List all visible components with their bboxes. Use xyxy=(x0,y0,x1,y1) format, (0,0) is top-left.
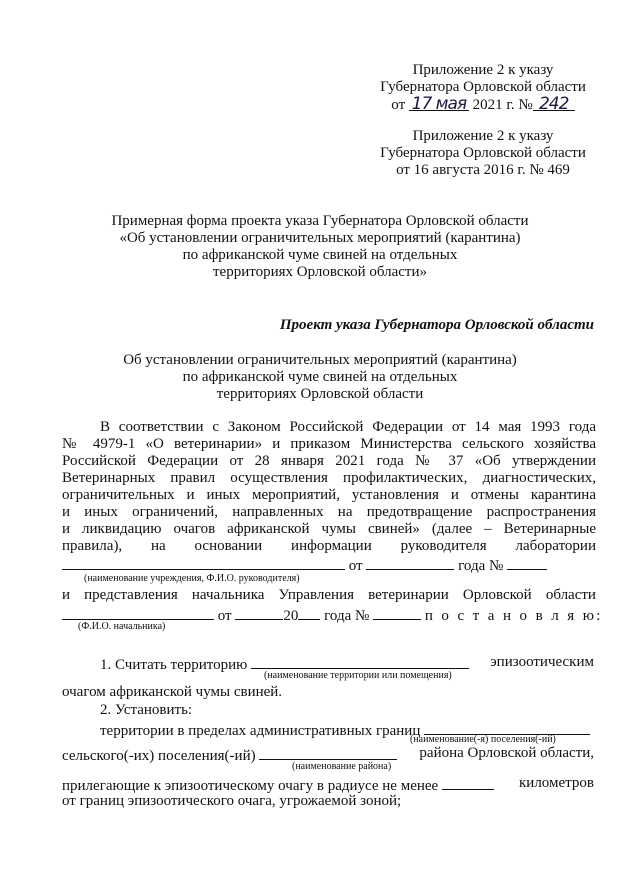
form-title-line: «Об установлении ограничительных мероприятий (карантина) xyxy=(119,230,521,246)
word: Орловской xyxy=(462,587,532,603)
word: Управления xyxy=(278,587,355,603)
caption-settlement: (наименование(-я) поселения(-ий) xyxy=(410,734,556,745)
blank-number xyxy=(373,605,421,620)
word: ветеринарии xyxy=(368,587,449,603)
word: и xyxy=(62,587,71,603)
blank-head-name xyxy=(62,605,214,620)
item2-line2-end: района Орловской области, xyxy=(419,745,594,761)
blank-territory xyxy=(251,654,469,669)
decree-title-line: Об установлении ограничительных мероприятий (карантина) xyxy=(123,352,517,368)
item2-line2-start: сельского(-их) поселения(-ий) xyxy=(62,748,256,764)
word: начальника xyxy=(191,587,265,603)
word: руководителя xyxy=(400,538,487,554)
word: представления xyxy=(84,587,178,603)
blank-district xyxy=(259,745,397,760)
decree-title-line: территориях Орловской области xyxy=(216,386,424,402)
caption-head: (Ф.И.О. начальника) xyxy=(78,621,166,632)
lab-info-line xyxy=(62,555,547,575)
blank-year xyxy=(298,605,320,620)
paragraph-line: В соответствии с Законом Российской Федерации от 14 мая 1993 года xyxy=(100,419,596,435)
paragraph-line: и иных ограничений, направленных на предотвращение распространения xyxy=(62,504,596,520)
year-prefix: 20 xyxy=(283,608,299,624)
project-title: Проект указа Губернатора Орловской области xyxy=(279,317,594,333)
item2-line3-end: километров xyxy=(519,775,594,791)
body-paragraph-1 xyxy=(62,419,596,555)
item2-line3-start: прилегающие к эпизоотическому очагу в радиусе не менее xyxy=(62,778,439,794)
item2-line3 xyxy=(62,775,494,795)
header2-line3: от 16 августа 2016 г. № 469 xyxy=(396,162,570,178)
handwritten-date: 17 мая xyxy=(409,96,469,111)
paragraph-line: и ликвидацию очагов африканской чумы свиней» (далее – Ветеринарные xyxy=(62,521,596,537)
blank-lab-name xyxy=(62,555,345,570)
item2-line1-text: территории в пределах административных границ xyxy=(100,723,421,739)
item1-start: 1. Считать территорию xyxy=(100,657,248,673)
item1-cont: очагом африканской чумы свиней. xyxy=(62,684,283,700)
paragraph-line: № 4979-1 «О ветеринарии» и приказом Министерства сельского хозяйства xyxy=(62,436,596,452)
blank-radius xyxy=(442,775,494,790)
blank-settlement xyxy=(424,720,590,735)
form-title-line: Примерная форма проекта указа Губернатора Орловской области xyxy=(111,213,529,229)
item-2-heading: 2. Установить: xyxy=(100,702,193,718)
item2-line4: от границ эпизоотического очага, угрожаемой зоной; xyxy=(62,793,402,809)
appendix-header-2 xyxy=(370,128,596,179)
date-year: 2021 г. № xyxy=(472,97,533,113)
caption-district: (наименование района) xyxy=(292,761,392,772)
head-info-line xyxy=(62,587,596,604)
form-title-line: по африканской чуме свиней на отдельных xyxy=(182,247,458,263)
date-prefix: от xyxy=(391,97,406,113)
caption-lab: (наименование учреждения, Ф.И.О. руководителя) xyxy=(84,573,300,584)
handwritten-number: 242 xyxy=(533,96,575,111)
word: области xyxy=(545,587,596,603)
form-title-line: территориях Орловской области» xyxy=(213,264,427,280)
header1-line2: Губернатора Орловской области xyxy=(380,79,586,95)
blank-date xyxy=(235,605,283,620)
appendix-header-1 xyxy=(370,62,596,114)
paragraph-line xyxy=(62,538,596,555)
word-ot: от xyxy=(348,558,363,574)
word: информации xyxy=(291,538,372,554)
word: лаборатории xyxy=(515,538,596,554)
header2-line2: Губернатора Орловской области xyxy=(380,145,586,161)
paragraph-line: ограничительных и иных мероприятий, установления и отмены карантина xyxy=(62,487,596,503)
word-goda: года № xyxy=(324,608,370,624)
paragraph-line: Российской Федерации от 28 января 2021 года № 37 «Об утверждении xyxy=(62,453,596,469)
blank-date xyxy=(366,555,454,570)
word: на xyxy=(151,538,166,554)
word: основании xyxy=(194,538,263,554)
blank-number xyxy=(507,555,547,570)
word-ot: от xyxy=(217,608,232,624)
decree-title-line: по африканской чуме свиней на отдельных xyxy=(182,369,458,385)
postanovlyayu: п о с т а н о в л я ю: xyxy=(424,608,603,624)
header1-date-line xyxy=(370,96,596,114)
word-goda: года № xyxy=(458,558,504,574)
decree-title xyxy=(110,352,530,403)
header1-line1: Приложение 2 к указу xyxy=(412,62,554,78)
paragraph-line: Ветеринарных правил осуществления профилактических, диагностических, xyxy=(62,470,596,486)
item1-end: эпизоотическим xyxy=(490,654,594,670)
header2-line1: Приложение 2 к указу xyxy=(412,128,554,144)
word: правила), xyxy=(62,538,123,554)
caption-territory: (наименование территории или помещения) xyxy=(264,670,452,681)
form-title xyxy=(90,213,550,281)
